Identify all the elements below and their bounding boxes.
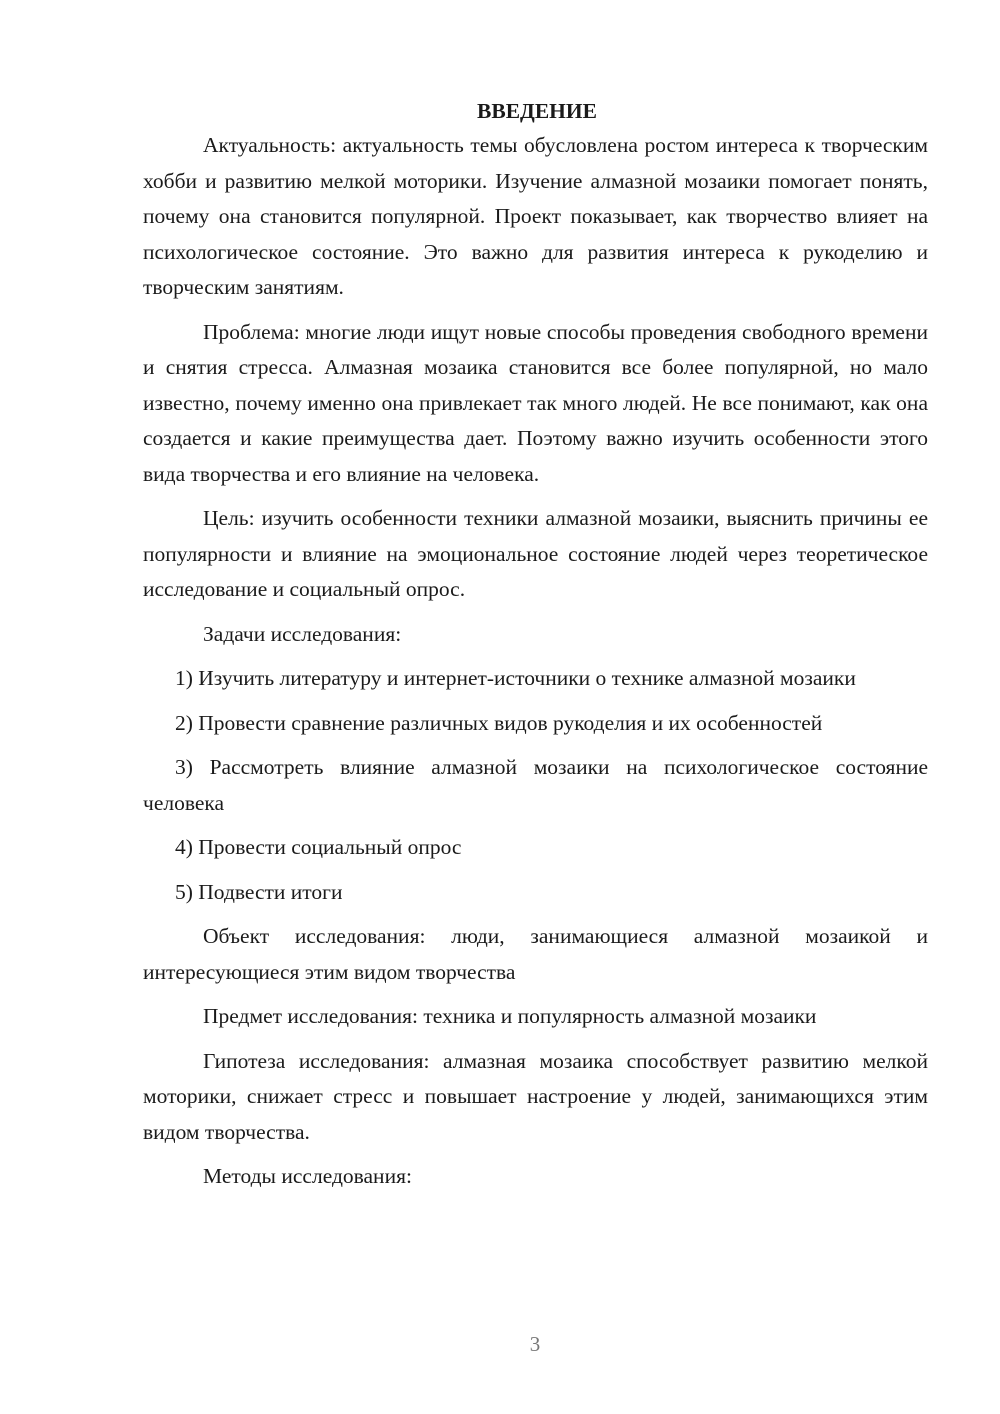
task-item-1: 1) Изучить литературу и интернет-источники о технике алмазной мозаики [175,666,856,690]
goal-paragraph: Цель: изучить особенности техники алмазной мозаики, выяснить причины ее популярности и влияние на эмоциональное состояние людей через теоретическое исследование и социальный опрос. [143,506,928,601]
page-number: 3 [529,1332,541,1356]
subject-paragraph: Предмет исследования: техника и популярность алмазной мозаики [203,1004,817,1028]
tasks-heading: Задачи исследования: [203,621,402,646]
section-title: ВВЕДЕНИЕ [477,99,597,123]
relevance-paragraph: Актуальность: актуальность темы обусловлена ростом интереса к творческим хобби и развитию мелкой моторики. Изучение алмазной мозаики помогает понять, почему она становится популярной. Проект показывает, как творчество влияет на психологическое состояние. Это важно для развития интереса к рукоделию и творческим занятиям. [143,133,928,299]
methods-heading: Методы исследования: [203,1164,412,1188]
task-item-2: 2) Провести сравнение различных видов рукоделия и их особенностей [175,710,823,735]
problem-paragraph: Проблема: многие люди ищут новые способы проведения свободного времени и снятия стресса. Алмазная мозаика становится все более популярной, но мало известно, почему именно она привлекает так много людей. Не все понимают, как она создается и какие преимущества дает. Поэтому важно изучить особенности этого вида творчества и его влияние на человека. [143,319,928,486]
page-content [143,96,928,1195]
hypothesis-paragraph: Гипотеза исследования: алмазная мозаика способствует развитию мелкой моторики, снижает стресс и повышает настроение у людей, занимающихся этим видом творчества. [143,1048,928,1144]
task-item-4: 4) Провести социальный опрос [175,835,462,859]
task-item-3: 3) Рассмотреть влияние алмазной мозаики на психологическое состояние человека [143,755,928,815]
object-paragraph: Объект исследования: люди, занимающиеся алмазной мозаикой и интересующиеся этим видом творчества [143,924,928,984]
task-item-5: 5) Подвести итоги [175,879,343,904]
